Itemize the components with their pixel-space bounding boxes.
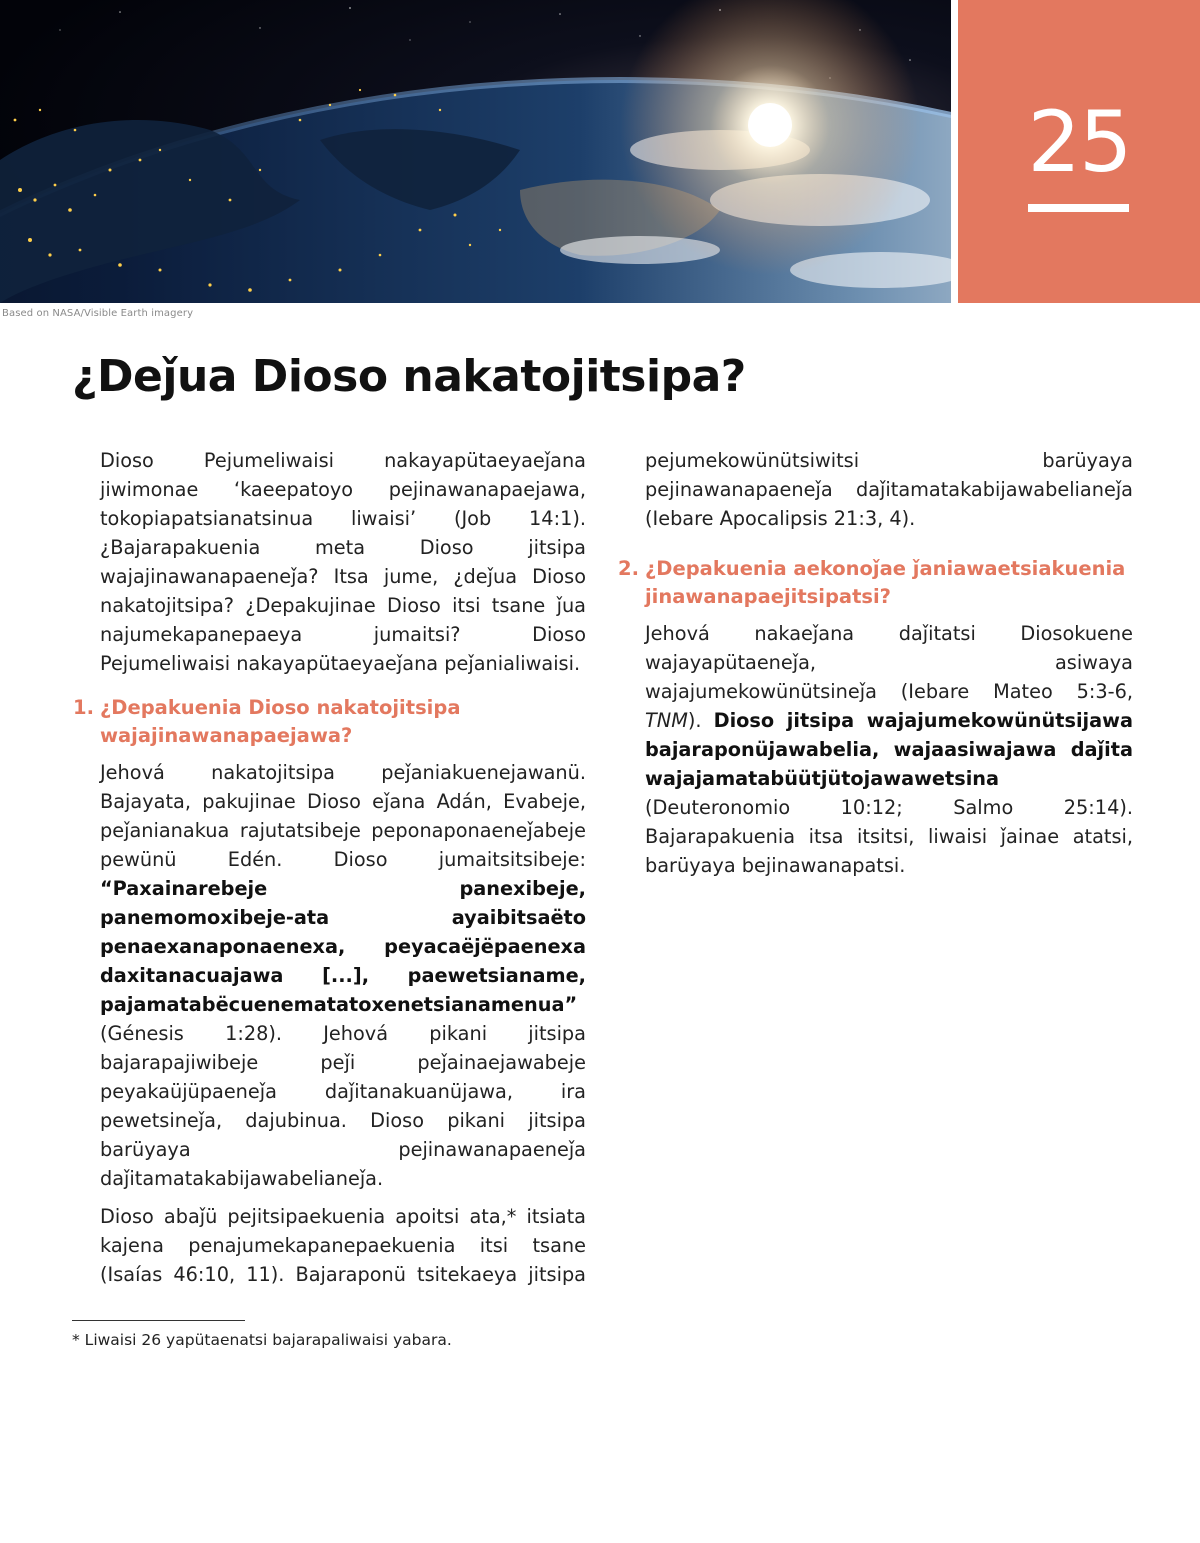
footnote: * Liwaisi 26 yapütaenatsi bajarapaliwaisi yabara. xyxy=(72,1331,452,1349)
section2-tnm: TNM xyxy=(645,709,688,732)
left-column xyxy=(73,446,586,1298)
section1-p1-start: Jehová nakatojitsipa peǰaniakuenejawanü. Bajayata, pakujinae Dioso eǰana Adán, Evabeje, peǰanianakua rajutatsibeje peponaponaeneǰabeje pewünü Edén. Dioso jumaitsitsibeje: xyxy=(100,761,586,871)
question-number-1: 1. xyxy=(73,696,94,719)
question-number-2: 2. xyxy=(618,557,639,580)
page-title: ¿Deǰua Dioso nakatojitsipa? xyxy=(72,351,746,402)
footnote-divider xyxy=(72,1320,245,1321)
chapter-number: 25 xyxy=(1027,93,1131,191)
question-heading-2 xyxy=(618,555,1133,611)
section1-paragraph-2: Dioso abaǰü pejitsipaekuenia apoitsi ata,* itsiata kajena penajumekapanepaekuenia itsi tsane (Isaías 46:10, 11). Bajaraponü tsitekaeya jitsipa xyxy=(100,1205,586,1286)
image-credit: Based on NASA/Visible Earth imagery xyxy=(2,308,194,319)
section2-paragraph xyxy=(645,619,1133,880)
earth-illustration xyxy=(0,0,951,303)
question-text-2: ¿Depakuenia aekonoǰae ǰaniawaetsiakuenia jinawanapaejitsipatsi? xyxy=(645,557,1126,608)
chapter-underline xyxy=(1028,204,1129,212)
section1-p1-end: (Génesis 1:28). Jehová pikani jitsipa bajarapajiwibeje peǰi peǰainaejawabeje peyakaüjüpaeneǰa daǰitanakuanüjawa, ira pewetsineǰa, dajubinua. Dioso pikani jitsipa barüyaya pejinawanapaeneǰa daǰitamatakabijawabelianeǰa. xyxy=(100,1022,586,1190)
earth-from-space-image xyxy=(0,0,951,303)
intro-paragraph: Dioso Pejumeliwaisi nakayapütaeyaeǰana jiwimonae ‘kaeepatoyo pejinawanapaejawa, tokopiapatsianatsinua liwaisi’ (Job 14:1). ¿Bajarapakuenia meta Dioso jitsipa wajajinawanapaeneǰa? Itsa jume, ¿deǰua Dioso nakatojitsipa? ¿Depakujinae Dioso itsi tsane ǰua najumekapanepaeya jumaitsi? Dioso Pejumeliwaisi nakayapütaeyaeǰana peǰanialiwaisi. xyxy=(100,449,586,675)
section1-paragraph-1 xyxy=(100,758,586,1193)
section1-p1-quote: “Paxainarebeje panexibeje, panemomoxibeje-ata ayaibitsaëto penaexanaponaenexa, peyacaëjëpaenexa daxitanacuajawa [...], paewetsianame, pajamatabëcuenematatoxenetsianamenua” xyxy=(100,877,586,1016)
section2-p-bold: Dioso jitsipa wajajumekowünütsijawa bajaraponüjawabelia, wajaasiwajawa daǰita wajajamatabüütjütojawawetsina xyxy=(645,709,1133,790)
right-column xyxy=(618,446,1133,889)
section2-p-start: Jehová nakaeǰana daǰitatsi Diosokuene wajayapütaeneǰa, asiwaya wajajumekowünütsineǰa (Iebare Mateo 5:3-6, xyxy=(645,622,1133,703)
section2-p-end: (Deuteronomio 10:12; Salmo 25:14). Bajarapakuenia itsa itsitsi, liwaisi ǰainae atatsi, barüyaya bejinawanapatsi. xyxy=(645,796,1133,877)
question-text-1: ¿Depakuenia Dioso nakatojitsipa wajajinawanapaejawa? xyxy=(100,696,461,747)
section2-p-mid: ). xyxy=(687,709,714,732)
section1-paragraph-2-continued: pejumekowünütsiwitsi barüyaya pejinawanapaeneǰa daǰitamatakabijawabelianeǰa (Iebare Apocalipsis 21:3, 4). xyxy=(645,449,1133,530)
question-heading-1 xyxy=(73,694,586,750)
chapter-badge xyxy=(958,0,1200,303)
